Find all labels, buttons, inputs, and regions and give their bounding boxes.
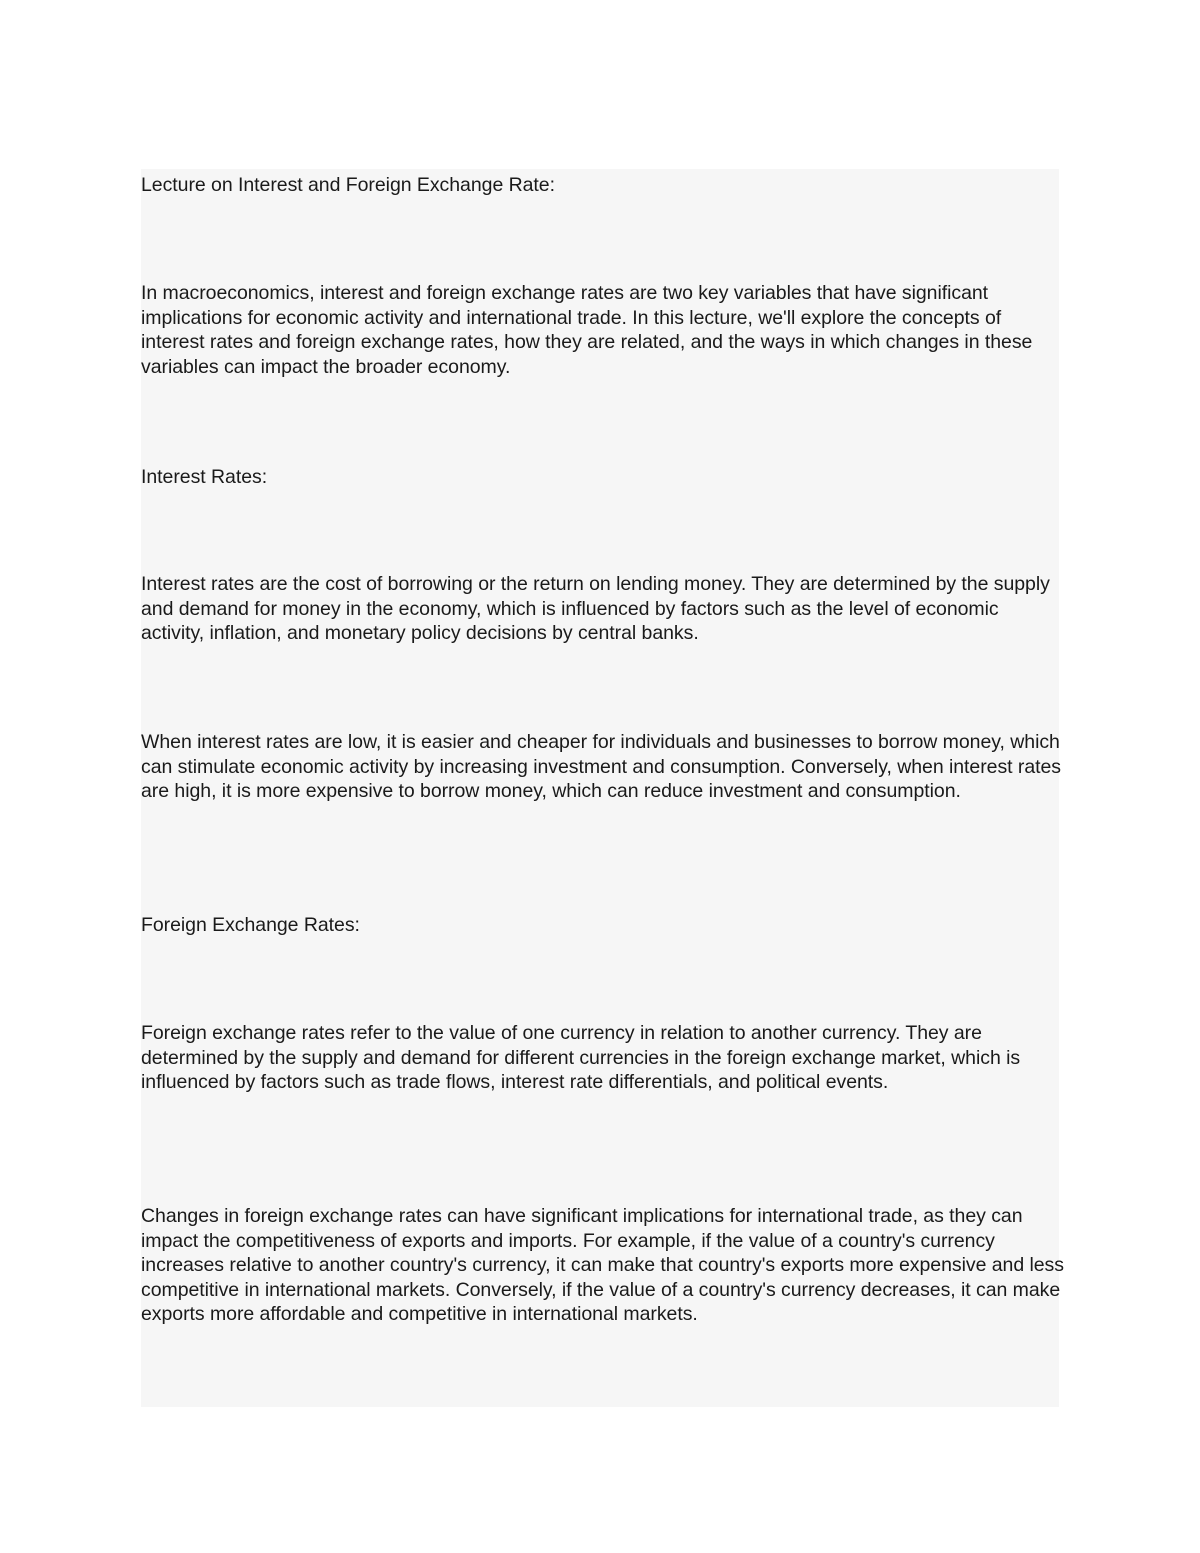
- interest-rates-paragraph-1: Interest rates are the cost of borrowing or the return on lending money. They are determined by the supply and demand for money in the economy, which is influenced by factors such as the level of economic activity, inflation, and monetary policy decisions by central banks.: [141, 573, 1050, 645]
- intro-paragraph: In macroeconomics, interest and foreign exchange rates are two key variables that have significant implications for economic activity and international trade. In this lecture, we'll explore the concepts of interest rates and foreign exchange rates, how they are related, and the ways in which changes in these variables can impact the broader economy.: [141, 282, 1033, 378]
- interest-rates-heading: Interest Rates:: [141, 466, 268, 488]
- foreign-exchange-heading: Foreign Exchange Rates:: [141, 914, 360, 936]
- foreign-exchange-paragraph-2: Changes in foreign exchange rates can have significant implications for international trade, as they can impact the competitiveness of exports and imports. For example, if the value of a country's currency increases relative to another country's currency, it can make that country's exports more expensive and less competitive in international markets. Conversely, if the value of a country's currency decreases, it can make exports more affordable and competitive in international markets.: [141, 1205, 1064, 1326]
- interest-rates-paragraph-2: When interest rates are low, it is easier and cheaper for individuals and businesses to borrow money, which can stimulate economic activity by increasing investment and consumption. Conversely, when interest rates are high, it is more expensive to borrow money, which can reduce investment and consumption.: [141, 731, 1061, 803]
- foreign-exchange-paragraph-1: Foreign exchange rates refer to the value of one currency in relation to another currency. They are determined by the supply and demand for different currencies in the foreign exchange market, which is influenced by factors such as trade flows, interest rate differentials, and political events.: [141, 1022, 1021, 1094]
- document-title: Lecture on Interest and Foreign Exchange Rate:: [141, 174, 555, 196]
